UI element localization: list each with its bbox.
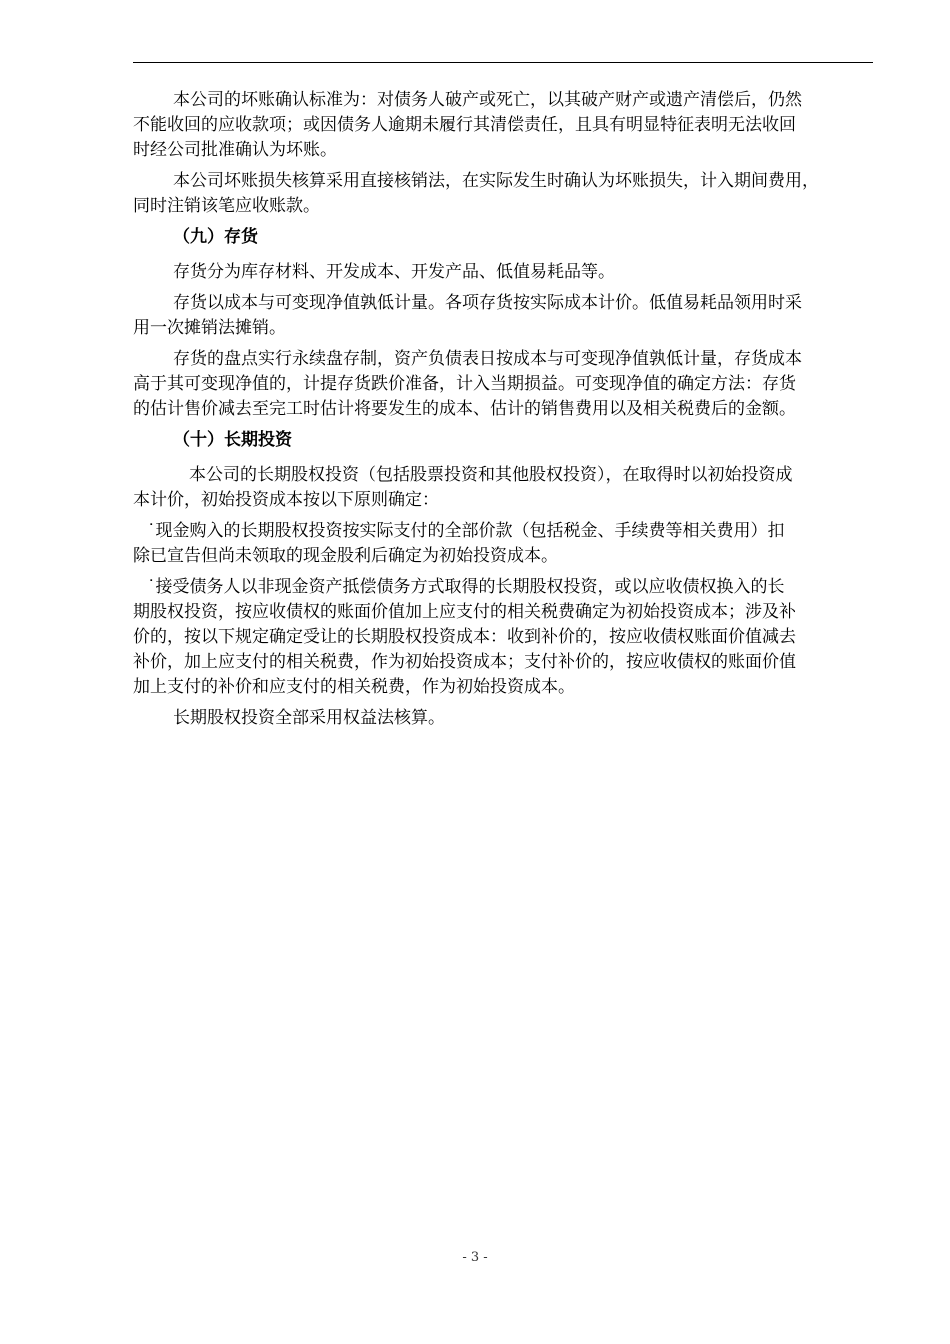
text-line: 本公司的坏账确认标准为：对债务人破产或死亡，以其破产财产或遗产清偿后，仍然 xyxy=(173,90,802,110)
text-line: 价的，按以下规定确定受让的长期股权投资成本：收到补价的，按应收债权账面价值减去 xyxy=(133,627,796,647)
text-line: 本计价，初始投资成本按以下原则确定： xyxy=(133,490,439,510)
paragraph-cash-purchase xyxy=(133,519,873,569)
text-line: 时经公司批准确认为坏账。 xyxy=(133,140,337,160)
text-line: 存货分为库存材料、开发成本、开发产品、低值易耗品等。 xyxy=(173,262,615,282)
text-line: 加上支付的补价和应支付的相关税费，作为初始投资成本。 xyxy=(133,677,575,697)
paragraph-debt-restructuring xyxy=(133,575,873,700)
document-body xyxy=(133,88,873,737)
text-line: 期股权投资，按应收债权的账面价值加上应支付的相关税费确定为初始投资成本；涉及补 xyxy=(133,602,796,622)
paragraph-equity-investment xyxy=(133,463,873,513)
text-line: 本公司的长期股权投资（包括股票投资和其他股权投资），在取得时以初始投资成 xyxy=(189,465,793,485)
text-line: ˙现金购入的长期股权投资按实际支付的全部价款（包括税金、手续费等相关费用）扣 xyxy=(147,521,785,541)
text-line: 除已宣告但尚未领取的现金股利后确定为初始投资成本。 xyxy=(133,546,558,566)
paragraph-inventory-categories xyxy=(133,260,873,285)
text-line: 长期股权投资全部采用权益法核算。 xyxy=(173,708,445,728)
header-rule xyxy=(133,62,873,63)
section-heading-inventory: （九）存货 xyxy=(173,227,258,247)
text-line: 本公司坏账损失核算采用直接核销法，在实际发生时确认为坏账损失，计入期间费用， xyxy=(173,171,819,191)
text-line: ˙接受债务人以非现金资产抵偿债务方式取得的长期股权投资，或以应收债权换入的长 xyxy=(147,577,785,597)
page-number: - 3 - xyxy=(462,1250,488,1265)
text-line: 补价，加上应支付的相关税费，作为初始投资成本；支付补价的，按应收债权的账面价值 xyxy=(133,652,796,672)
text-line: 存货的盘点实行永续盘存制，资产负债表日按成本与可变现净值孰低计量，存货成本 xyxy=(173,349,802,369)
paragraph-bad-debt-accounting xyxy=(133,169,873,219)
text-line: 用一次摊销法摊销。 xyxy=(133,318,286,338)
text-line: 高于其可变现净值的，计提存货跌价准备，计入当期损益。可变现净值的确定方法：存货 xyxy=(133,374,796,394)
text-line: 同时注销该笔应收账款。 xyxy=(133,196,320,216)
paragraph-equity-method xyxy=(133,706,873,731)
text-line: 的估计售价减去至完工时估计将要发生的成本、估计的销售费用以及相关税费后的金额。 xyxy=(133,399,796,419)
paragraph-inventory-count xyxy=(133,347,873,422)
text-line: 不能收回的应收款项；或因债务人逾期未履行其清偿责任，且具有明显特征表明无法收回 xyxy=(133,115,796,135)
paragraph-bad-debt-standard xyxy=(133,88,873,163)
text-line: 存货以成本与可变现净值孰低计量。各项存货按实际成本计价。低值易耗品领用时采 xyxy=(173,293,802,313)
section-heading-long-term-investment: （十）长期投资 xyxy=(173,430,292,450)
paragraph-inventory-measurement xyxy=(133,291,873,341)
